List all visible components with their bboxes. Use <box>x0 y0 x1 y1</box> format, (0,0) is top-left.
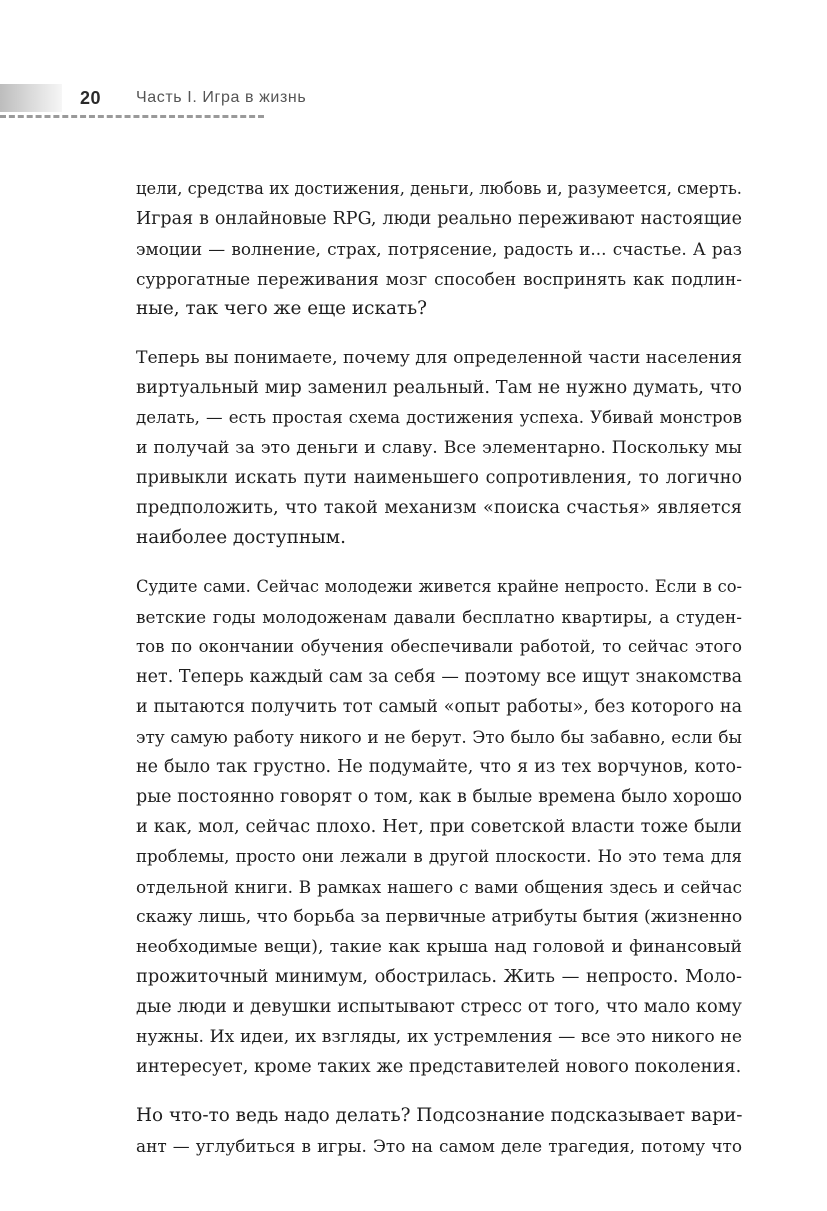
body-text <box>136 174 742 1161</box>
text-line: дые люди и девушки испытывают стресс от того, что мало кому <box>136 996 742 1017</box>
header-gradient-bar <box>0 84 62 112</box>
text-line: делать, — есть простая схема достижения успеха. Убивай монстров <box>136 408 742 427</box>
text-line: необходимые вещи), такие как крыша над головой и финансовый <box>136 937 742 957</box>
page-number: 20 <box>80 88 102 108</box>
paragraph <box>136 1101 742 1161</box>
text-line: ные, так чего же еще искать? <box>136 298 427 319</box>
text-line: отдельной книги. В рамках нашего с вами общения здесь и сейчас <box>136 877 742 897</box>
text-line: ветские годы молодоженам давали бесплатно квартиры, а студен- <box>136 607 742 627</box>
text-line: Судите сами. Сейчас молодежи живется крайне непросто. Если в со- <box>136 577 742 596</box>
text-line: Играя в онлайновые RPG, люди реально переживают настоящие <box>136 209 742 229</box>
header-dashed-rule <box>0 115 264 118</box>
text-line: нет. Теперь каждый сам за себя — поэтому все ищут знакомства <box>136 667 742 687</box>
text-line: эту самую работу никого и не берут. Это было бы забавно, если бы <box>136 727 742 747</box>
text-line: привыкли искать пути наименьшего сопротивления, то логично <box>136 468 742 488</box>
text-line: проблемы, просто они лежали в другой плоскости. Но это тема для <box>136 847 742 866</box>
text-line: прожиточный минимум, обострилась. Жить — непросто. Моло- <box>136 966 742 987</box>
text-line: и как, мол, сейчас плохо. Нет, при советской власти тоже были <box>136 816 742 837</box>
text-line: цели, средства их достижения, деньги, любовь и, разумеется, смерть. <box>136 179 742 198</box>
text-line: интересует, кроме таких же представителей нового поколения. <box>136 1056 742 1077</box>
text-line: Но что-то ведь надо делать? Подсознание подсказывает вари- <box>136 1105 742 1126</box>
running-title: Часть I. Игра в жизнь <box>136 89 307 106</box>
text-line: тов по окончании обучения обеспечивали работой, то сейчас этого <box>136 637 742 656</box>
text-line: предположить, что такой механизм «поиска счастья» является <box>136 497 742 518</box>
text-line: и пытаются получить тот самый «опыт работы», без которого на <box>136 697 742 717</box>
paragraph <box>136 343 742 553</box>
text-line: не было так грустно. Не подумайте, что я из тех ворчунов, кото- <box>136 757 742 777</box>
text-line: скажу лишь, что борьба за первичные атрибуты бытия (жизненно <box>136 907 742 927</box>
paragraph <box>136 572 742 1082</box>
text-line: суррогатные переживания мозг способен воспринять как подлин- <box>136 269 742 289</box>
text-line: наиболее доступным. <box>136 527 346 548</box>
text-line: рые постоянно говорят о том, как в былые времена было хорошо <box>136 787 742 807</box>
text-line: и получай за это деньги и славу. Все элементарно. Поскольку мы <box>136 438 742 458</box>
paragraph <box>136 174 742 324</box>
text-line: ант — углубиться в игры. Это на самом деле трагедия, потому что <box>136 1136 742 1156</box>
text-line: Теперь вы понимаете, почему для определенной части населения <box>136 348 742 368</box>
text-line: эмоции — волнение, страх, потрясение, радость и... счастье. А раз <box>136 239 742 259</box>
text-line: нужны. Их идеи, их взгляды, их устремления — все это никого не <box>136 1027 742 1047</box>
text-line: виртуальный мир заменил реальный. Там не нужно думать, что <box>136 377 742 398</box>
